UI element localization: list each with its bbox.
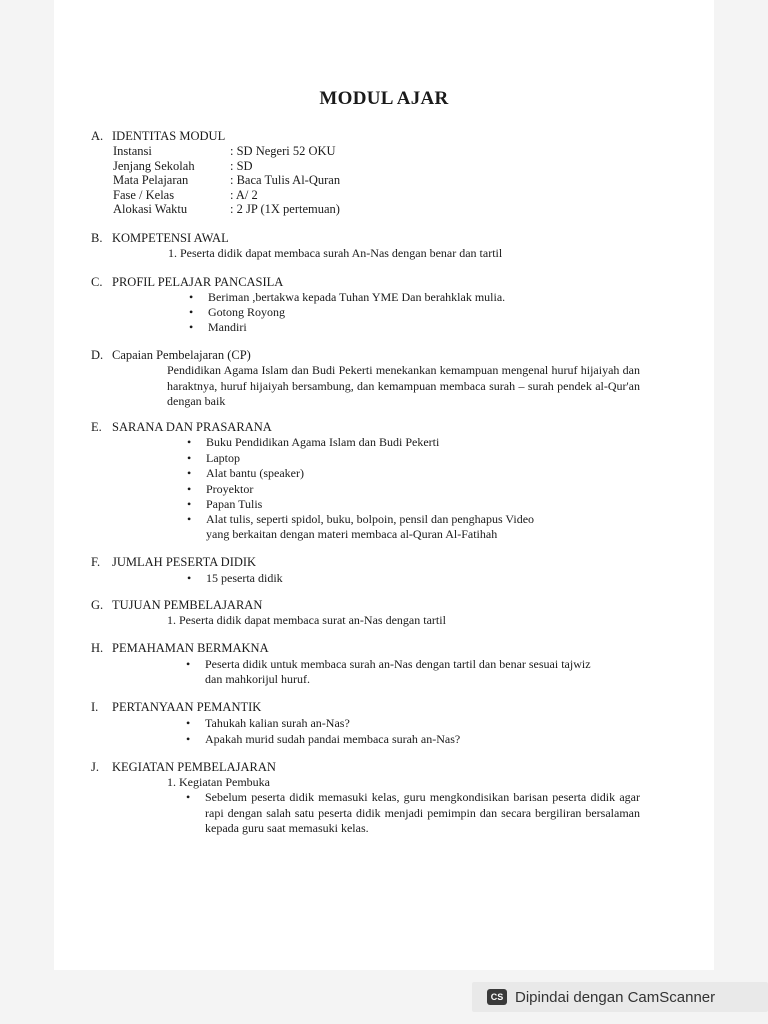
camscanner-text: Dipindai dengan CamScanner <box>515 988 716 1006</box>
bullet-dot: • <box>187 466 192 480</box>
section-letter: J. <box>91 760 99 774</box>
cp-paragraph: Pendidikan Agama Islam dan Budi Pekerti menekankan kemampuan mengenal huruf hijaiyah dan haraktnya, huruf hijaiyah bersambung, dan kemampuan membaca surah – surah pendek al-Qur'an dengan baik <box>167 363 640 408</box>
bullet-dot: • <box>189 290 194 304</box>
bullet-text: Alat tulis, seperti spidol, buku, bolpoin, pensil dan penghapus Video <box>206 512 535 526</box>
camscanner-logo-icon: CS <box>487 989 507 1005</box>
section-letter: D. <box>91 348 104 362</box>
identity-label: Jenjang Sekolah <box>113 158 195 173</box>
section-letter: G. <box>91 598 104 612</box>
section-title: KEGIATAN PEMBELAJARAN <box>112 760 276 774</box>
bullet-text: Alat bantu (speaker) <box>206 466 304 480</box>
bullet-text: Papan Tulis <box>206 497 263 511</box>
bullet-text: Gotong Royong <box>208 305 286 319</box>
bullet-dot: • <box>186 732 191 746</box>
bullet-text: Beriman ,bertakwa kepada Tuhan YME Dan berahklak mulia. <box>208 290 506 304</box>
identity-label: Alokasi Waktu <box>113 202 188 217</box>
bullet-dot: • <box>187 571 192 585</box>
section-letter: H. <box>91 641 104 655</box>
page-title: MODUL AJAR <box>319 88 449 109</box>
bullet-text: Apakah murid sudah pandai membaca surah an-Nas? <box>205 732 461 746</box>
bullet-text: 15 peserta didik <box>206 571 283 585</box>
bullet-dot: • <box>189 320 194 334</box>
bullet-continuation: yang berkaitan dengan materi membaca al-Quran Al-Fatihah <box>206 527 498 541</box>
identity-value: : A/ 2 <box>230 187 258 202</box>
bullet-text: Tahukah kalian surah an-Nas? <box>205 716 350 730</box>
bullet-text: Buku Pendidikan Agama Islam dan Budi Pekerti <box>206 435 440 449</box>
identity-value: : 2 JP (1X pertemuan) <box>230 202 340 217</box>
identity-value: : SD Negeri 52 OKU <box>230 144 336 158</box>
section-letter: C. <box>91 275 103 289</box>
bullet-dot: • <box>187 512 192 526</box>
identity-label: Mata Pelajaran <box>113 173 189 188</box>
bullet-dot: • <box>186 790 191 804</box>
bullet-dot: • <box>186 657 191 671</box>
section-title: PROFIL PELAJAR PANCASILA <box>112 275 284 289</box>
numbered-item: 1. Peserta didik dapat membaca surat an-Nas dengan tartil <box>167 613 446 627</box>
identity-label: Fase / Kelas <box>113 187 175 202</box>
bullet-dot: • <box>187 435 192 449</box>
bullet-text: Mandiri <box>208 320 247 334</box>
section-title: PERTANYAAN PEMANTIK <box>112 700 262 714</box>
identity-label: Instansi <box>113 144 152 158</box>
section-letter: F. <box>91 555 101 569</box>
bullet-text: Proyektor <box>206 482 254 496</box>
bullet-continuation: dan mahkorijul huruf. <box>205 672 310 686</box>
section-title: KOMPETENSI AWAL <box>112 231 229 245</box>
section-title: JUMLAH PESERTA DIDIK <box>112 555 257 569</box>
camscanner-badge <box>472 982 768 1012</box>
section-letter: I. <box>91 700 99 714</box>
section-letter: E. <box>91 420 102 434</box>
section-letter: B. <box>91 231 103 245</box>
identity-value: : SD <box>230 158 253 173</box>
bullet-text: Laptop <box>206 451 240 465</box>
section-title: SARANA DAN PRASARANA <box>112 420 272 434</box>
bullet-dot: • <box>187 482 192 496</box>
activity-paragraph: Sebelum peserta didik memasuki kelas, guru mengkondisikan barisan peserta didik agar rapi dengan salah satu peserta didik menjadi pemimpin dan secara bergiliran bersalaman kepada guru saat memasuki kelas. <box>205 790 640 835</box>
section-title: IDENTITAS MODUL <box>112 129 226 143</box>
bullet-dot: • <box>186 716 191 730</box>
bullet-text: Peserta didik untuk membaca surah an-Nas dengan tartil dan benar sesuai tajwiz <box>205 657 591 671</box>
section-title: Capaian Pembelajaran (CP) <box>112 348 251 362</box>
bullet-dot: • <box>187 497 192 511</box>
section-letter: A. <box>91 129 104 143</box>
bullet-dot: • <box>187 451 192 465</box>
bullet-dot: • <box>189 305 194 319</box>
section-title: TUJUAN PEMBELAJARAN <box>112 598 263 612</box>
sub-heading: 1. Kegiatan Pembuka <box>167 775 270 789</box>
numbered-item: 1. Peserta didik dapat membaca surah An-Nas dengan benar dan tartil <box>168 246 503 260</box>
section-title: PEMAHAMAN BERMAKNA <box>112 641 269 655</box>
identity-value: : Baca Tulis Al-Quran <box>230 173 341 188</box>
